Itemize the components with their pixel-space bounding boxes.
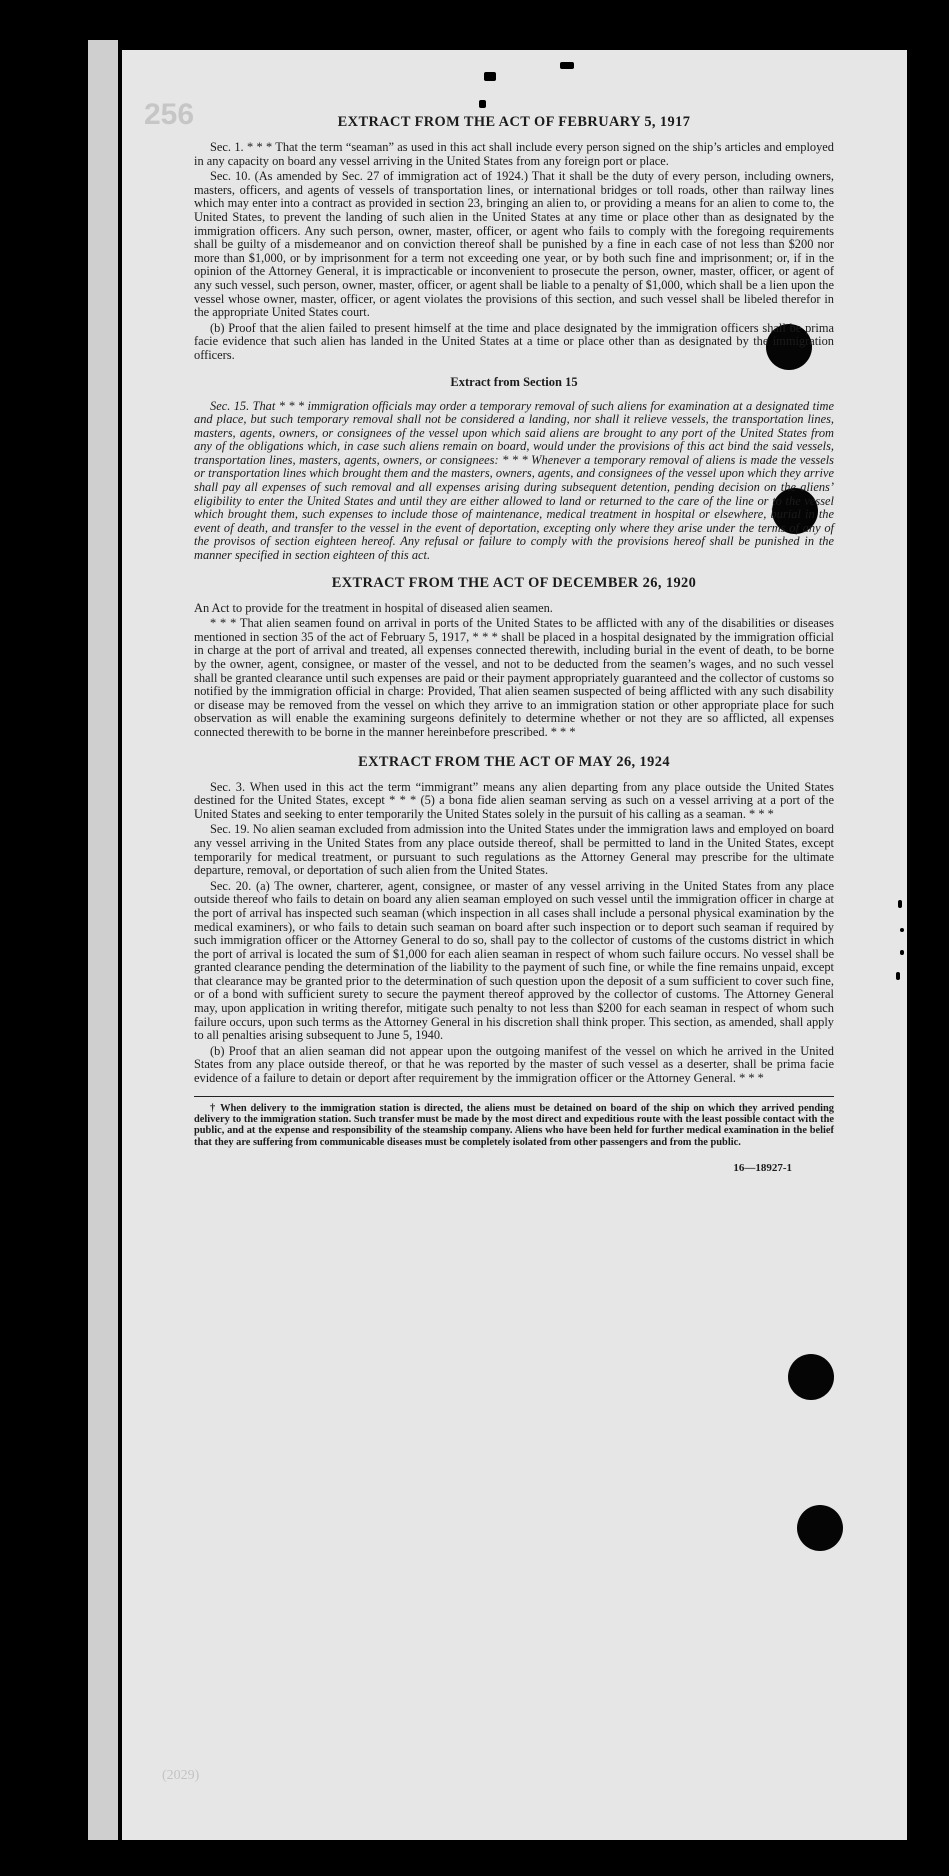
section-1: Sec. 1. * * * That the term “seaman” as used in this act shall include every person signed on the ship’s articles and employed in any capacity on board any vessel arriving in the United States from any foreign port or place.: [194, 140, 834, 168]
section-10: Sec. 10. (As amended by Sec. 27 of immigration act of 1924.) That it shall be the duty of every person, including owners, masters, officers, and agents of vessels of transportation lines, or international bridges or toll roads, other than railway lines which may enter into a contract as provided in section 23, bringing an alien to, or providing a means for an alien to come to, the United States, to prevent the landing of such alien in the United States at any time or place other than as designated by the immigration officers. Any such person, owner, master, officer, or agent who fails to comply with the foregoing requirements shall be guilty of a misdemeanor and on conviction thereof shall be punished by a fine in each case of not less than $200 nor more than $1,000, or by imprisonment for a term not exceeding one year, or by both such fine and imprisonment; or, if in the opinion of the Attorney General, it is impracticable or inconvenient to prosecute the person, owner, master, officer, or agent of any such vessel, such person, owner, master, officer, or agent shall be liable to a penalty of $1,000, which shall be a lien upon the vessel whose owner, master, officer, or agent violates the provisions of this section, and such vessel shall be libeled therefor in the appropriate United States court.: [194, 169, 835, 320]
ink-mark: [479, 100, 486, 108]
section-3: Sec. 3. When used in this act the term “immigrant” means any alien departing from any place outside the United States destined for the United States, except * * * (5) a bona fide alien seaman serving as such on a vessel arriving at a port of the United States and seeking to enter temporarily the United States solely in the pursuit of his calling as a seaman. * * *: [194, 779, 834, 821]
act-1920-intro: An Act to provide for the treatment in hospital of diseased alien seamen.: [194, 600, 553, 615]
ink-mark: [560, 62, 574, 69]
document-page: [122, 50, 907, 1840]
footnote: † When delivery to the immigration station is directed, the aliens must be detained on board of the ship on which they arrived pending delivery to the immigration station. Such transfer must be made by the most direct and expeditious route with the least possible contact with the public, and at the expense and responsibility of the steamship company. Aliens who have been held for further medical examination in the belief that they are suffering from communicable diseases must be completely isolated from other passengers and from the public.: [194, 1102, 834, 1148]
ink-mark: [484, 72, 496, 81]
margin-mark: [896, 972, 900, 980]
margin-mark: [898, 900, 902, 908]
section-20a: Sec. 20. (a) The owner, charterer, agent, consignee, or master of any vessel arriving in the United States from any place outside thereof who fails to detain on board any alien seaman employed on such vessel until the immigration officer in charge at the port of arrival has inspected such seaman (which inspection in all cases shall include a personal physical examination by the medical examiners), or who fails to detain such seaman on board after such inspection or to deport such seaman if required by such immigration officer or the Attorney General to do so, shall pay to the collector of customs of the customs district in which the port of arrival is located the sum of $1,000 for each alien seaman in respect of whom such failure occurs. No vessel shall be granted clearance pending the determination of the liability to the payment of such fine, or while the fine remains unpaid, except that clearance may be granted prior to the determination of such question upon the deposit of a sum sufficient to cover such fine, or of a bond with sufficient surety to secure the payment thereof approved by the collector of customs. The Attorney General may, upon application in writing therefor, mitigate such penalty to not less than $200 for each seaman in respect of whom such failure occurs, upon such terms as the Attorney General in his discretion shall think proper. This section, as amended, shall apply to all penalties arising subsequent to June 5, 1940.: [194, 878, 834, 1043]
faint-code: (2029): [162, 1768, 200, 1783]
margin-mark: [900, 950, 904, 955]
margin-mark: [900, 928, 904, 932]
form-number: 16—18927-1: [733, 1162, 792, 1175]
faint-stamp-number: 256: [144, 98, 195, 131]
section-10b: (b) Proof that the alien failed to present himself at the time and place designated by the immigration officers shall be prima facie evidence that such alien has landed in the United States at a time or place other than as designated by the immigration officers.: [194, 320, 834, 362]
section-15: Sec. 15. That * * * immigration officials may order a temporary removal of such aliens for examination at a designated time and place, but such temporary removal shall not be considered a landing, nor shall it relieve vessels, the transportation lines, masters, agents, owners, or consignees of the vessel upon which said aliens are brought to any port of the United States from any of the obligations which, in case such aliens remain on board, would under the provisions of this act bind the said vessels, transportation lines, masters, agents, owners, or consignees: * * * Whenever a temporary removal of aliens is made the vessels or transportation lines which brought them and the masters, owners, agents, and consignees of the vessel upon which they arrive shall pay all expenses of such removal and all expenses arising during subsequent detention, pending decision on the aliens’ eligibility to enter the United States and until they are either allowed to land or returned to the care of the line or to the vessel which brought them, such expenses to include those of maintenance, medical treatment in hospital or elsewhere, burial in the event of death, and transfer to the vessel in the event of deportation, excepting only where they arise under the terms of any of the provisos of section eighteen hereof. Any refusal or failure to comply with the provisions hereof shall be punished in the manner specified in section eighteen of this act.: [194, 398, 834, 563]
punch-hole: [797, 1505, 843, 1551]
heading-section-15: Extract from Section 15: [450, 374, 578, 389]
heading-act-1924: EXTRACT FROM THE ACT OF MAY 26, 1924: [358, 753, 670, 770]
section-20b: (b) Proof that an alien seaman did not appear upon the outgoing manifest of the vessel on which he arrived in the United States from any place outside thereof, or that he was reported by the master of such vessel as a deserter, shall be prima facie evidence of a failure to detain or deport after requirement by the immigration officer or the Attorney General. * * *: [194, 1043, 834, 1086]
document-left-edge: [88, 40, 118, 1840]
punch-hole: [788, 1354, 834, 1400]
act-1920-body: * * * That alien seamen found on arrival in ports of the United States to be afflicted with any of the disabilities or diseases mentioned in section 35 of the act of February 5, 1917, * * * shall be placed in a hospital designated by the immigration official in charge at the port of arrival and treated, all expenses connected therewith, including burial in the event of death, to be borne by the owner, agent, consignee, or master of the vessel, and not to be deducted from the seamen’s wages, and no such vessel shall be granted clearance until such expenses are paid or their payment appropriately guaranteed and the collector of customs so notified by the immigration official in charge: Provided, That alien seamen suspected of being afflicted with any such disability or disease may be removed from the vessel on which they arrive to an immigration station or other appropriate place for such observation as will enable the examining surgeons definitely to determine whether or not they are so afflicted, all expenses connected therewith to be borne in the manner hereinbefore prescribed. * * *: [194, 616, 834, 739]
section-19: Sec. 19. No alien seaman excluded from admission into the United States under the immigration laws and employed on board any vessel arriving in the United States from any place outside thereof, shall be permitted to land in the United States, except temporarily for medical treatment, or pursuant to such regulations as the Attorney General may prescribe for the ultimate departure, removal, or deportation of such alien from the United States.: [194, 822, 834, 878]
document-text: [194, 114, 834, 1174]
footnote-divider: [194, 1096, 834, 1097]
heading-act-1917: EXTRACT FROM THE ACT OF FEBRUARY 5, 1917: [337, 114, 691, 130]
heading-act-1920: EXTRACT FROM THE ACT OF DECEMBER 26, 1920: [331, 574, 697, 591]
